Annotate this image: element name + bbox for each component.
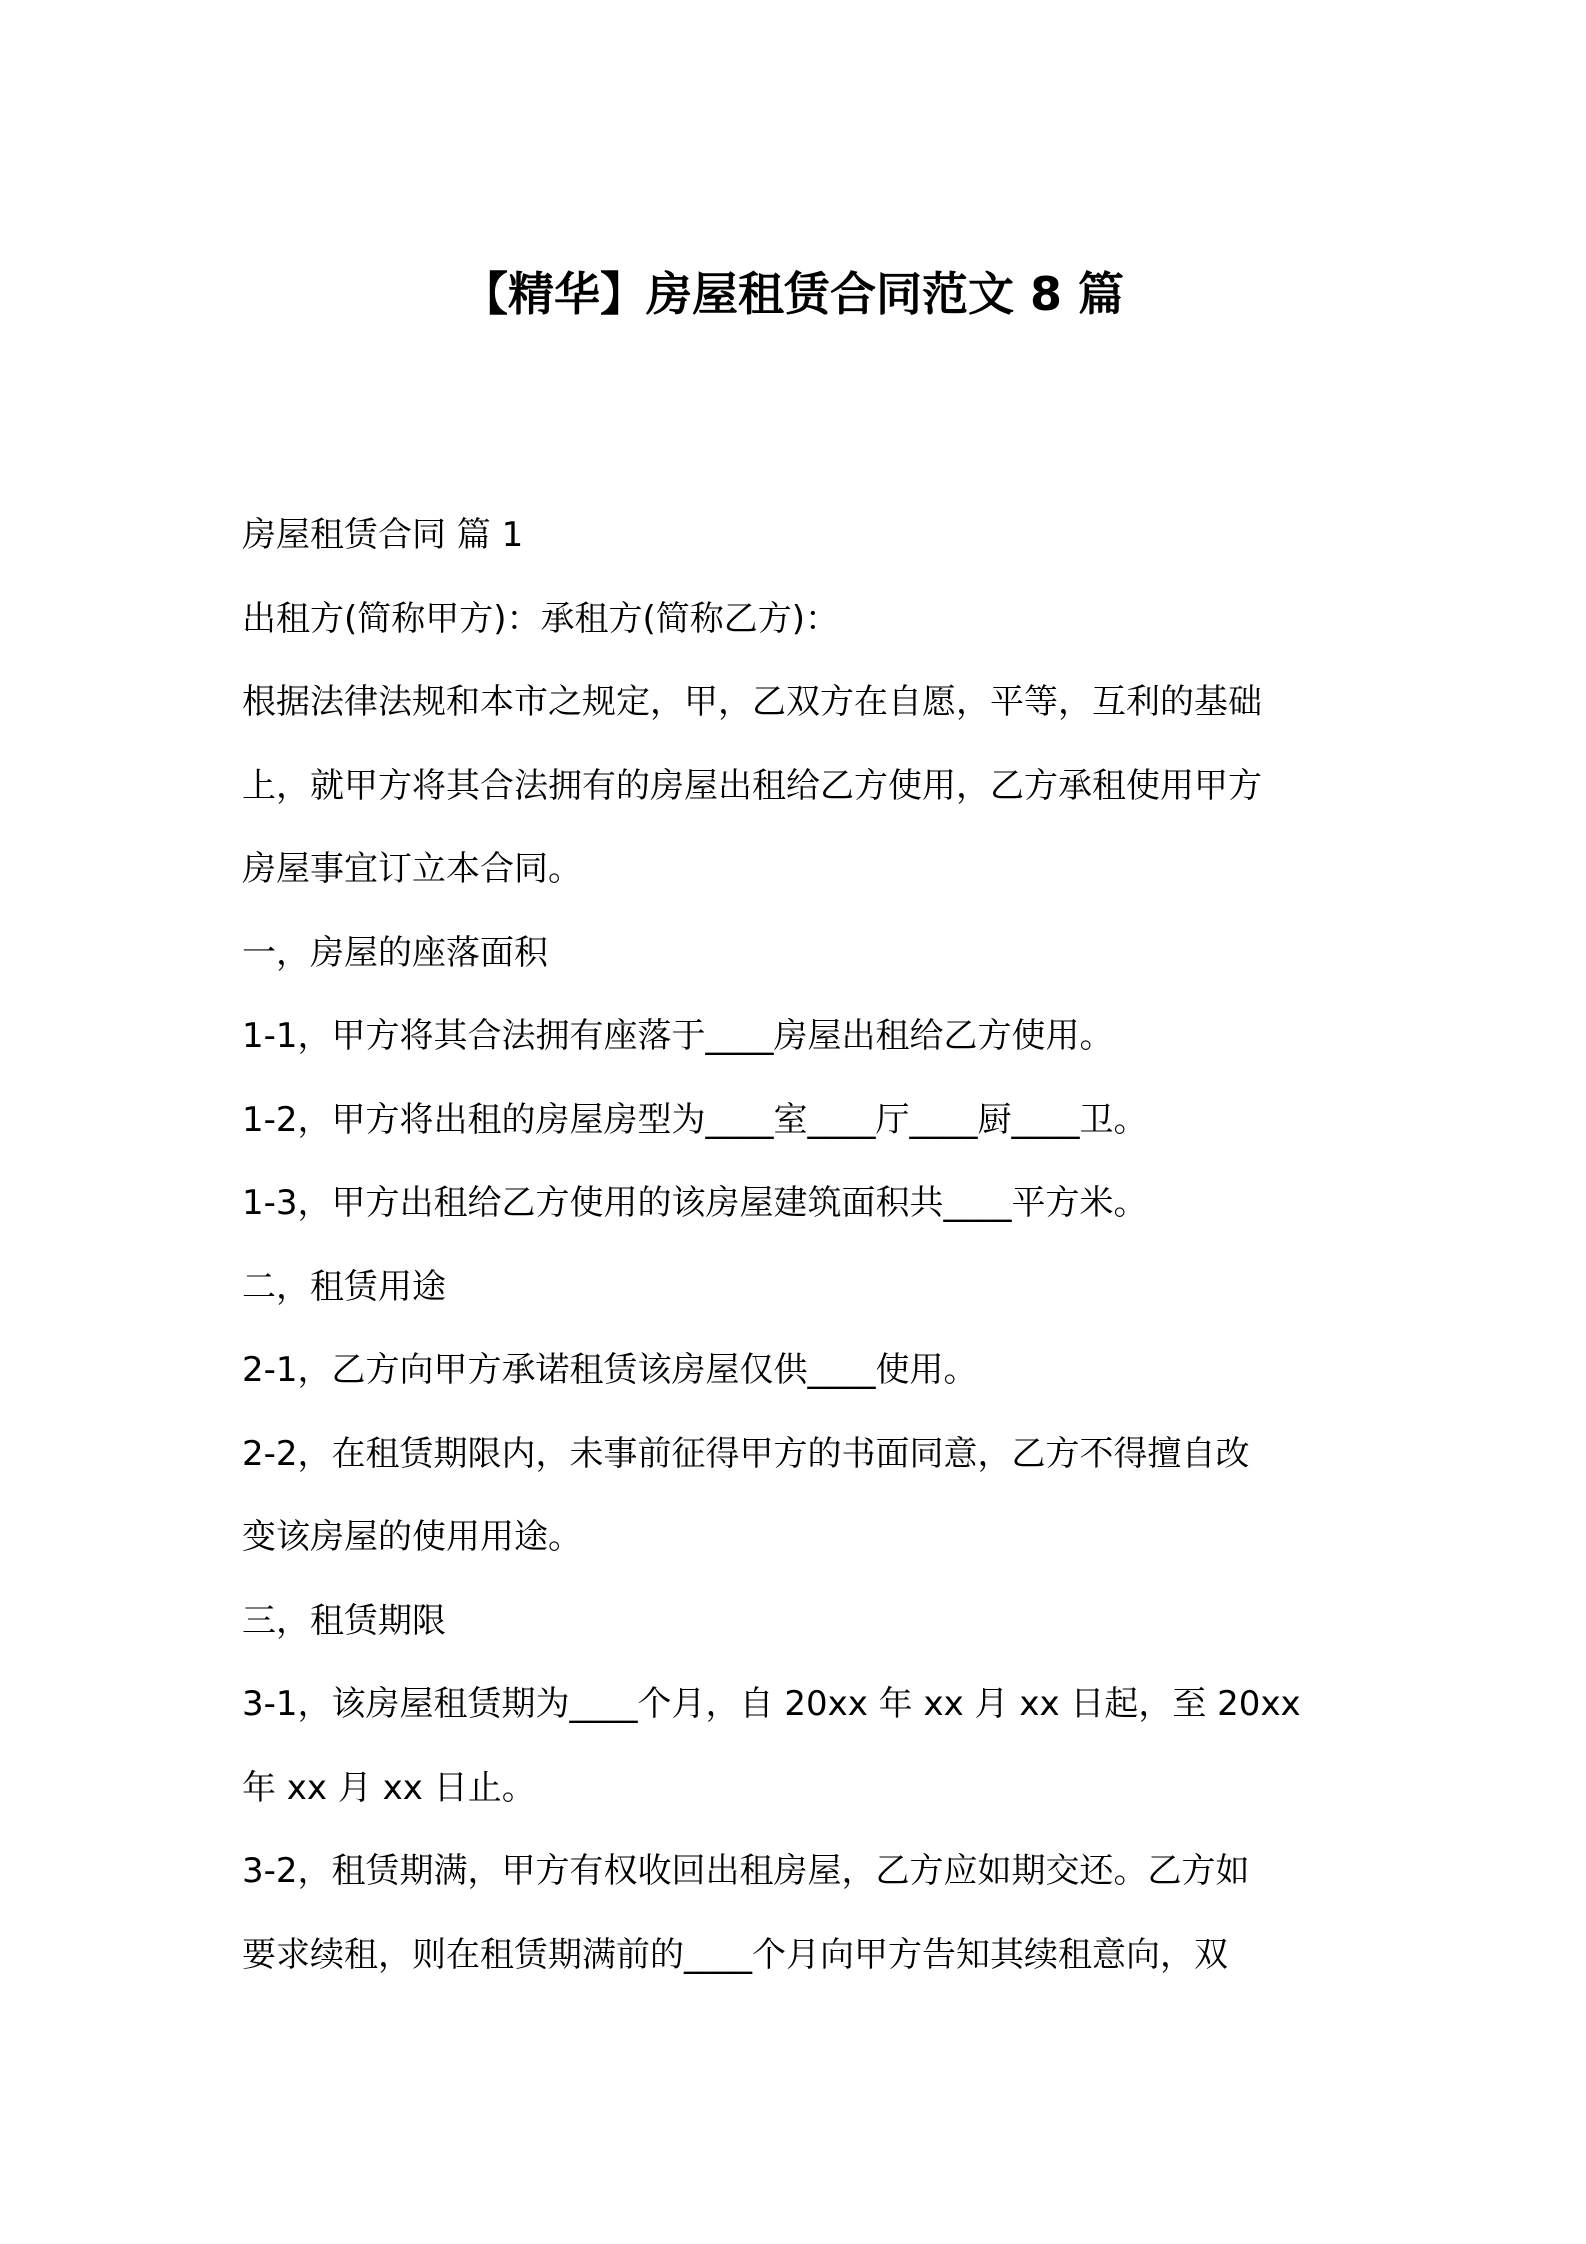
document-body	[242, 494, 1352, 1997]
preamble-line-1: 根据法律法规和本市之规定，甲，乙双方在自愿，平等，互利的基础	[242, 682, 1262, 722]
section-heading-3: 三，租赁期限	[242, 1600, 446, 1641]
parties-line: 出租方(简称甲方)：承租方(简称乙方)：	[242, 598, 840, 639]
document-title: 【精华】房屋租赁合同范文 8 篇	[461, 267, 1125, 321]
preamble-line-2: 上，就甲方将其合法拥有的房屋出租给乙方使用，乙方承租使用甲方	[242, 765, 1262, 806]
preamble-line-3: 房屋事宜订立本合同。	[242, 849, 582, 889]
clause-2-2-line-1: 2-2，在租赁期限内，未事前征得甲方的书面同意，乙方不得擅自改	[242, 1433, 1250, 1474]
clause-3-2-line-2: 要求续租，则在租赁期满前的____个月向甲方告知其续租意向，双	[242, 1934, 1228, 1975]
clause-1-1: 1-1，甲方将其合法拥有座落于____房屋出租给乙方使用。	[242, 1016, 1114, 1056]
clause-3-1-line-1: 3-1，该房屋租赁期为____个月，自 20xx 年 xx 月 xx 日起，至 20xx	[242, 1684, 1301, 1724]
section-heading-contract-1: 房屋租赁合同 篇 1	[242, 515, 524, 555]
clause-1-3: 1-3，甲方出租给乙方使用的该房屋建筑面积共____平方米。	[242, 1183, 1148, 1223]
clause-2-2-line-2: 变该房屋的使用用途。	[242, 1517, 582, 1557]
clause-3-1-line-2: 年 xx 月 xx 日止。	[242, 1767, 536, 1808]
section-heading-1: 一，房屋的座落面积	[242, 932, 548, 973]
clause-3-2-line-1: 3-2，租赁期满，甲方有权收回出租房屋，乙方应如期交还。乙方如	[242, 1851, 1250, 1891]
clause-1-2: 1-2，甲方将出租的房屋房型为____室____厅____厨____卫。	[242, 1099, 1148, 1140]
section-heading-2: 二，租赁用途	[242, 1266, 446, 1307]
clause-2-1: 2-1，乙方向甲方承诺租赁该房屋仅供____使用。	[242, 1350, 978, 1390]
